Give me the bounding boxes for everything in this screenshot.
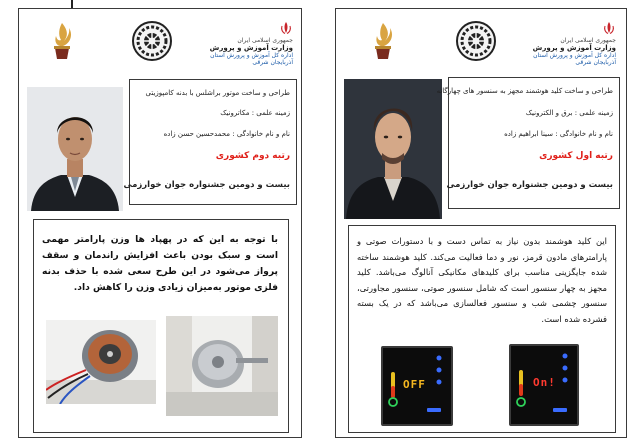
student-name: نام و نام خانوادگی : سینا ابراهیم زاده [504, 130, 613, 138]
iran-emblem-icon [602, 21, 616, 35]
right-info-box [436, 77, 620, 209]
left-award-card [18, 8, 302, 438]
scientific-field: زمینه علمی : مکاترونیک [220, 109, 290, 117]
right-description-box [348, 225, 616, 433]
student-photo [27, 87, 123, 211]
motor-photo-wired [46, 320, 156, 404]
rank-label: رتبه اول کشوری [539, 151, 613, 161]
smart-switch-on-photo [509, 344, 579, 426]
project-description: این کلید هوشمند بدون نیاز به تماس دست و با دستورات صوتی و پارامترهای مادون قرمز، نور و دما فعالیت می‌کند. کلید هوشمند ساخته شده جایگزینی مناسب برای کلیدهای مکانیکی آنالوگ می‌باشد. کلید مجهز به چهار سنسور است که شامل سنسور صوتی، سنسور مجاورتی، سنسور چشمی شب و سنسور فعالسازی می‌باشد که در یک بسته فشرده شده است. [357, 236, 607, 324]
ministry-province: اداره کل آموزش و پرورش استان آذربایجان شرقی [210, 52, 293, 66]
ministry-country-line: جمهوری اسلامی ایران [560, 37, 616, 44]
left-info-box [123, 79, 297, 205]
ministry-country-line: جمهوری اسلامی ایران [237, 37, 293, 44]
ministry-name: وزارت آموزش و پرورش [532, 44, 616, 52]
gear-emblem-icon [456, 21, 496, 61]
right-award-card [335, 8, 627, 438]
gear-emblem-icon [132, 21, 172, 61]
switch-on-display: On! [533, 376, 556, 389]
project-title: طراحی و ساخت کلید هوشمند مجهز به سنسور های چهارگانه [436, 87, 613, 95]
ministry-header [520, 21, 616, 66]
left-description-box [33, 219, 289, 433]
ministry-header [197, 21, 293, 66]
project-title: طراحی و ساخت موتور براشلس با بدنه کامپوزیتی [145, 89, 290, 97]
ministry-name: وزارت آموزش و پرورش [209, 44, 293, 52]
festival-torch-icon [49, 21, 75, 61]
festival-name: بیست و دومین جشنواره جوان خوارزمی [446, 180, 613, 190]
switch-off-display: OFF [403, 378, 426, 391]
scientific-field: زمینه علمی : برق و الکترونیک [525, 109, 613, 117]
festival-name: بیست و دومین جشنواره جوان خوارزمی [123, 180, 290, 190]
project-description: با توجه به این که در پهپاد ها وزن پارامتر مهمی است و سبک بودن باعث افزایش راندمان و سقف پرواز می‌شود در این طرح سعی شده با حذف بدنه فلزی موتور به‌میزان زیادی وزن را کاهش داد. [42, 234, 278, 293]
student-photo [344, 79, 442, 219]
ministry-province: اداره کل آموزش و پرورش استان آذربایجان شرقی [533, 52, 616, 66]
smart-switch-off-photo [381, 346, 453, 426]
rank-label: رتبه دوم کشوری [215, 151, 290, 161]
student-name: نام و نام خانوادگی : محمدحسین حسن زاده [163, 130, 290, 138]
motor-photo-side [166, 316, 278, 416]
festival-torch-icon [370, 21, 396, 61]
iran-emblem-icon [279, 21, 293, 35]
